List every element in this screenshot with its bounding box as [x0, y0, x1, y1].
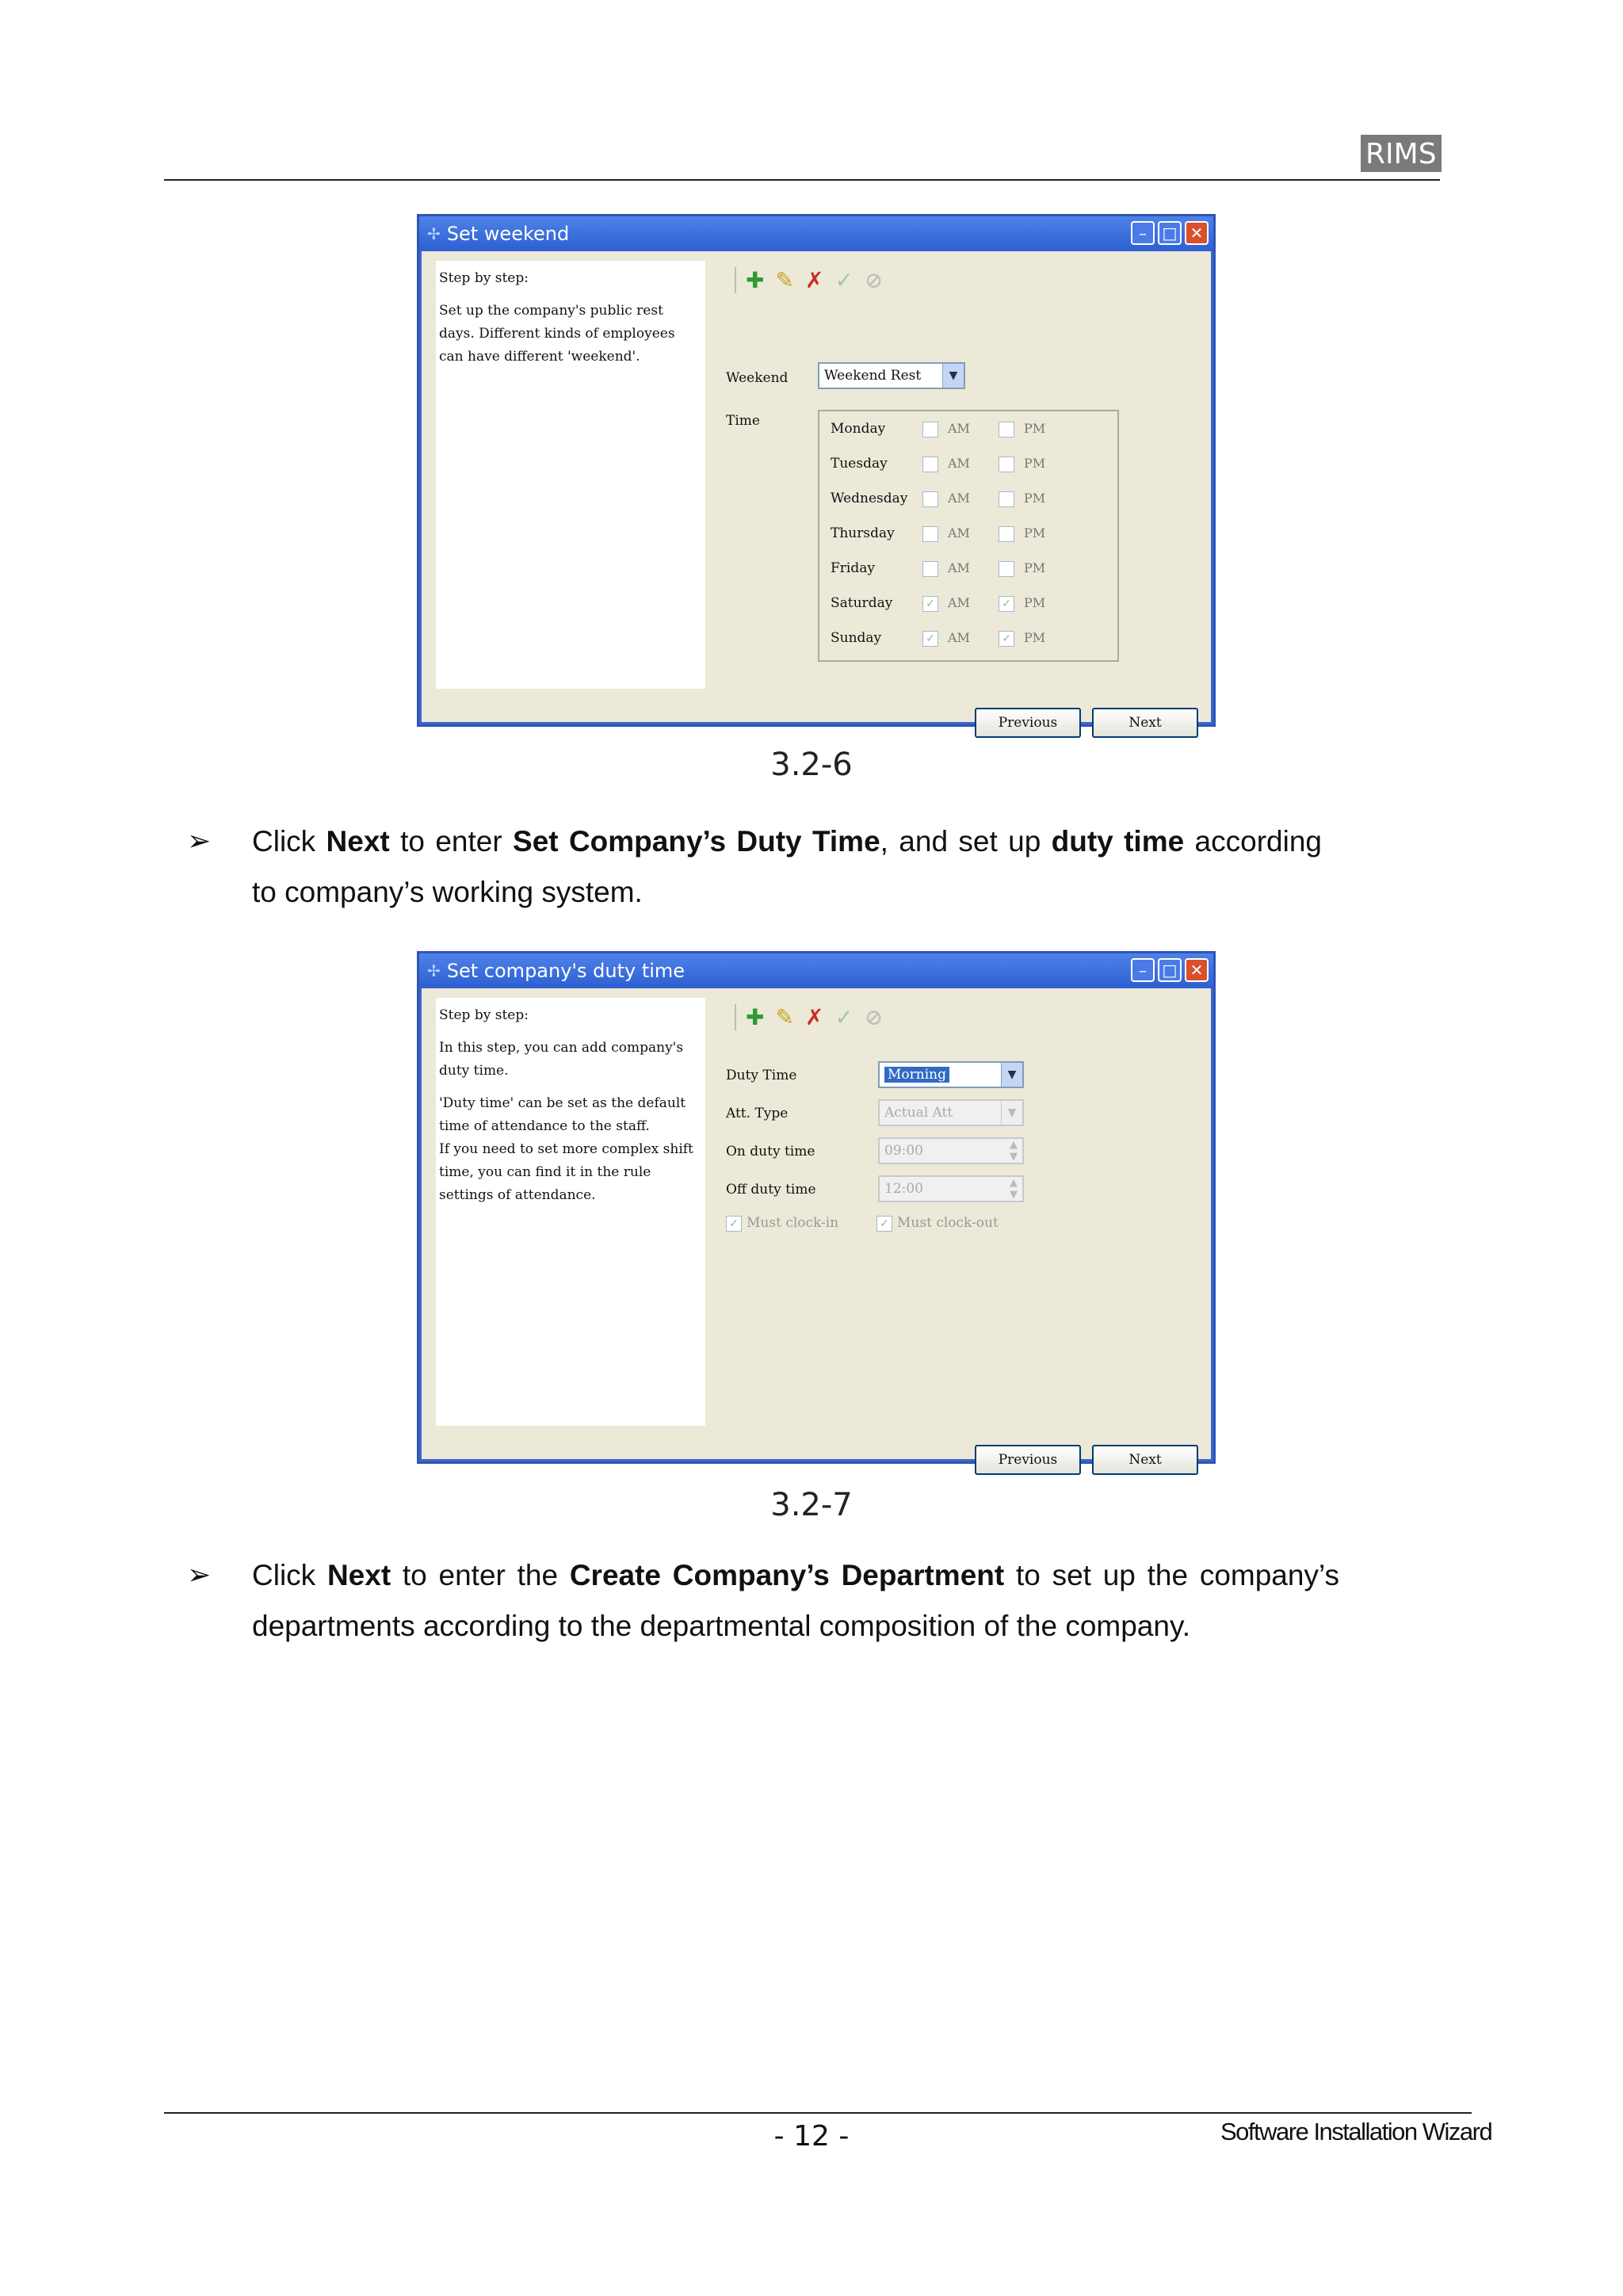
day-row [819, 491, 1117, 525]
pm-checkbox[interactable]: PM [999, 560, 1045, 577]
day-name: Friday [831, 560, 875, 576]
off-duty-label: Off duty time [726, 1182, 816, 1198]
time-group [818, 410, 1119, 662]
footer-section-title: Software Installation Wizard [1220, 2118, 1492, 2145]
pm-checkbox[interactable]: ✓ PM [999, 630, 1045, 647]
duty-time-select[interactable] [878, 1061, 1024, 1088]
previous-button[interactable]: Previous [975, 1445, 1081, 1475]
spinner-icon[interactable]: ▲ ▼ [1010, 1139, 1018, 1163]
pm-checkbox[interactable]: PM [999, 525, 1045, 542]
instruction-paragraph: Click Next to enter Set Company’s Duty Time, and set up duty time according to company’s working system. [252, 825, 1322, 908]
step-by-step-panel [436, 998, 705, 1426]
weekend-select[interactable] [818, 362, 965, 389]
minimize-button[interactable]: – [1131, 221, 1155, 245]
close-button[interactable]: ✕ [1185, 958, 1209, 982]
window-title: Set weekend [446, 223, 570, 245]
steps-heading: Step by step: [439, 1007, 529, 1023]
previous-button[interactable]: Previous [975, 708, 1081, 738]
am-checkbox[interactable]: AM [922, 525, 970, 542]
add-icon[interactable]: ✚ [746, 267, 765, 293]
weekend-value: Weekend Rest [824, 368, 922, 384]
must-clock-out-checkbox[interactable]: ✓ Must clock-out [876, 1215, 999, 1232]
page-number: - 12 - [773, 2120, 850, 2153]
cancel-icon[interactable]: ⊘ [864, 267, 884, 293]
chevron-down-icon[interactable]: ▼ [1001, 1101, 1022, 1125]
steps-text: In this step, you can add company's duty time. [439, 1040, 684, 1079]
footer-rule [164, 2112, 1472, 2114]
day-name: Wednesday [831, 491, 908, 506]
am-checkbox[interactable]: AM [922, 421, 970, 437]
att-type-select[interactable] [878, 1099, 1024, 1126]
duty-time-label: Duty Time [726, 1068, 797, 1083]
edit-icon[interactable]: ✎ [775, 1004, 794, 1030]
steps-heading: Step by step: [439, 270, 529, 286]
header-rule [164, 179, 1440, 181]
day-name: Tuesday [831, 456, 888, 472]
window-title: Set company's duty time [446, 960, 685, 982]
att-type-label: Att. Type [726, 1106, 789, 1121]
am-checkbox[interactable]: ✓ AM [922, 595, 970, 612]
pm-checkbox[interactable]: ✓ PM [999, 595, 1045, 612]
add-icon[interactable]: ✚ [746, 1004, 765, 1030]
delete-icon[interactable]: ✗ [804, 1004, 824, 1030]
on-duty-value: 09:00 [884, 1143, 923, 1159]
day-name: Monday [831, 421, 886, 437]
chevron-down-icon[interactable]: ▼ [942, 364, 964, 388]
am-checkbox[interactable]: ✓ AM [922, 630, 970, 647]
on-duty-input[interactable] [878, 1137, 1024, 1164]
day-row [819, 456, 1117, 491]
window-titlebar [419, 953, 1213, 988]
confirm-icon[interactable]: ✓ [834, 1004, 854, 1030]
day-row [819, 560, 1117, 595]
toolbar [735, 1004, 883, 1030]
day-row [819, 595, 1117, 630]
time-label: Time [726, 413, 760, 429]
on-duty-label: On duty time [726, 1144, 815, 1159]
bullet-arrow-icon: ➢ [187, 824, 212, 857]
day-name: Saturday [831, 595, 893, 611]
pm-checkbox[interactable]: PM [999, 421, 1045, 437]
pm-checkbox[interactable]: PM [999, 456, 1045, 472]
close-button[interactable]: ✕ [1185, 221, 1209, 245]
toolbar [735, 267, 883, 293]
figure-caption: 3.2-7 [770, 1487, 853, 1523]
day-row [819, 421, 1117, 456]
next-button[interactable]: Next [1092, 708, 1198, 738]
next-button[interactable]: Next [1092, 1445, 1198, 1475]
window-app-icon: ✢ [427, 224, 441, 243]
steps-text: Set up the company's public rest days. Different kinds of employees can have different 'weekend'. [439, 303, 675, 365]
instruction-paragraph: Click Next to enter the Create Company’s Department to set up the company’s departments according to the departmental composition of the company. [252, 1559, 1339, 1642]
am-checkbox[interactable]: AM [922, 491, 970, 507]
steps-text: 'Duty time' can be set as the default time of attendance to the staff. [439, 1095, 686, 1134]
delete-icon[interactable]: ✗ [804, 267, 824, 293]
set-weekend-window [417, 214, 1216, 731]
window-titlebar [419, 216, 1213, 251]
duty-time-value: Morning [884, 1067, 949, 1083]
spinner-icon[interactable]: ▲ ▼ [1010, 1177, 1018, 1201]
steps-text: If you need to set more complex shift time, you can find it in the rule settings of attendance. [439, 1141, 693, 1203]
minimize-button[interactable]: – [1131, 958, 1155, 982]
off-duty-input[interactable] [878, 1175, 1024, 1202]
confirm-icon[interactable]: ✓ [834, 267, 854, 293]
bullet-arrow-icon: ➢ [187, 1558, 212, 1591]
off-duty-value: 12:00 [884, 1181, 923, 1197]
day-name: Thursday [831, 525, 895, 541]
cancel-icon[interactable]: ⊘ [864, 1004, 884, 1030]
set-duty-time-window [417, 951, 1216, 1468]
header-badge: RIMS [1361, 135, 1442, 172]
pm-checkbox[interactable]: PM [999, 491, 1045, 507]
att-type-value: Actual Att [884, 1105, 953, 1121]
am-checkbox[interactable]: AM [922, 456, 970, 472]
window-app-icon: ✢ [427, 961, 441, 980]
day-row [819, 630, 1117, 662]
day-name: Sunday [831, 630, 882, 646]
maximize-button[interactable]: □ [1158, 958, 1182, 982]
weekend-label: Weekend [726, 370, 789, 386]
am-checkbox[interactable]: AM [922, 560, 970, 577]
chevron-down-icon[interactable]: ▼ [1001, 1063, 1022, 1087]
edit-icon[interactable]: ✎ [775, 267, 794, 293]
maximize-button[interactable]: □ [1158, 221, 1182, 245]
step-by-step-panel [436, 261, 705, 689]
day-row [819, 525, 1117, 560]
must-clock-in-checkbox[interactable]: ✓ Must clock-in [726, 1215, 838, 1232]
figure-caption: 3.2-6 [770, 747, 853, 783]
